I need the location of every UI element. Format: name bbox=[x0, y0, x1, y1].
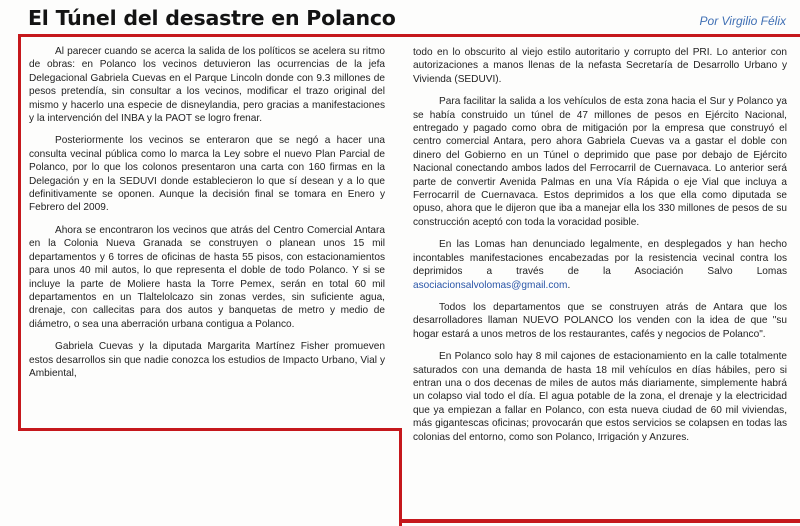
article-byline: Por Virgilio Félix bbox=[699, 14, 786, 28]
paragraph: Todos los departamentos que se construyen atrás de Antara que los desarrolladores llaman NUEVO POLANCO los venden con la idea de que "su hogar estará a unos metros de los restaurantes, cafés y negocios de Polanco". bbox=[413, 301, 787, 340]
frame-top-border bbox=[18, 34, 800, 37]
paragraph: Posteriormente los vecinos se enteraron que se negó a hacer una consulta vecinal pública como lo marca la Ley sobre el nuevo Plan Parcial de Polanco, por lo que los colonos presentaron una carta con 160 firmas en la Delegación y en la SEDUVI donde establecieron lo que sí desean y a lo que definitivamente se oponen. Aunque la decisión final se tomara en Enero y Febrero del 2009. bbox=[29, 135, 385, 214]
article-title: El Túnel del desastre en Polanco bbox=[28, 6, 396, 30]
paragraph: Al parecer cuando se acerca la salida de los políticos se acelera su ritmo de obras: en Polanco los vecinos detuvieron las ocurrencias de la jefa Delegacional Gabriela Cuevas en el Parque Lincoln donde con 9.3 millones de pesos pretendía, sin consultar a los vecinos, modificar el trazo original del mismo y hacerlo una especie de disneylandia, pero gracias a manifestaciones y la intervención del INBA y la PAOT se logro frenar. bbox=[29, 46, 385, 125]
paragraph: En Polanco solo hay 8 mil cajones de estacionamiento en la calle totalmente saturados con una demanda de hasta 18 mil vehículos en días hábiles, pero si entran una o dos decenas de miles de autos más diariamente, simplemente habrá un colapso vial todo el día. El agua potable de la zona, el drenaje y la electricidad que ya empiezan a fallar en Polanco, con esta nueva ciudad de 60 mil viviendas, más gigantescas oficinas; provocarán que estos servicios se colapsen en todas las colonias del entorno, como son Polanco, Irrigación y Anzures. bbox=[413, 351, 787, 443]
frame-step-border bbox=[399, 428, 402, 526]
paragraph: Ahora se encontraron los vecinos que atrás del Centro Comercial Antara en la Colonia Nueva Granada se construyen o planean unos 15 mil departamentos y 6 torres de oficinas de hasta 55 pisos, con estacionamientos para unos 40 mil autos, lo que representa el doble de todo Polanco. Y si se incluye la parte de Moliere hasta la Torre Pemex, serán en total 60 mil departamentos en un Tlaltelolcazo sin zonas verdes, sin suficiente agua, drenaje, con callecitas para dos autos y banquetas de metro y medio de diámetro, o sea una aberración urbana contigua a Polanco. bbox=[29, 224, 385, 330]
email-link[interactable]: asociacionsalvolomas@gmail.com bbox=[413, 279, 568, 291]
left-column bbox=[29, 45, 385, 389]
paragraph-with-email bbox=[413, 238, 787, 292]
paragraph: Gabriela Cuevas y la diputada Margarita Martínez Fisher promueven estos desarrollos sin que nadie conozca los estudios de Impacto Urbano, Vial y Ambiental, bbox=[29, 341, 385, 379]
frame-bottom-border bbox=[399, 519, 800, 523]
frame-left-border bbox=[18, 34, 21, 431]
frame-middle-border bbox=[18, 428, 402, 431]
paragraph-continued: todo en lo obscurito al viejo estilo autoritario y corrupto del PRI. Lo anterior con autorizaciones a manos llenas de la nefasta Secretaría de Desarrollo Urbano y Vivienda (SEDUVI). bbox=[413, 47, 787, 85]
right-column bbox=[413, 46, 787, 453]
paragraph-text: En las Lomas han denunciado legalmente, en desplegados y han hecho incontables manifestaciones encabezadas por la resistencia vecinal contra los deprimidos a través de la Asociación Salvo Lomas bbox=[413, 239, 787, 278]
paragraph-end: . bbox=[567, 279, 571, 291]
paragraph: Para facilitar la salida a los vehículos de esta zona hacia el Sur y Polanco ya se había construido un túnel de 47 millones de pesos en Ejército Nacional, entregado y pagado como obra de mitigación por la empresa que construyó el centro comercial Antara, pero ahora Gabriela Cuevas va a gastar el doble con dinero del Gobierno en un Túnel o deprimido que pase por debajo de Ejército Nacional conectando ambos lados del Ferrocarril de Cuernavaca. Lo anterior será parte de convertir Avenida Palmas en una Vía Rápida o eje Vial que incluya a Ferrocarril de Cuernavaca. Estos deprimidos a los que ella como diputada se opuso, ahora que le dijeron que iba a manejar ella los 330 millones de pesos de su construcción aceptó con toda la voracidad posible. bbox=[413, 96, 787, 228]
